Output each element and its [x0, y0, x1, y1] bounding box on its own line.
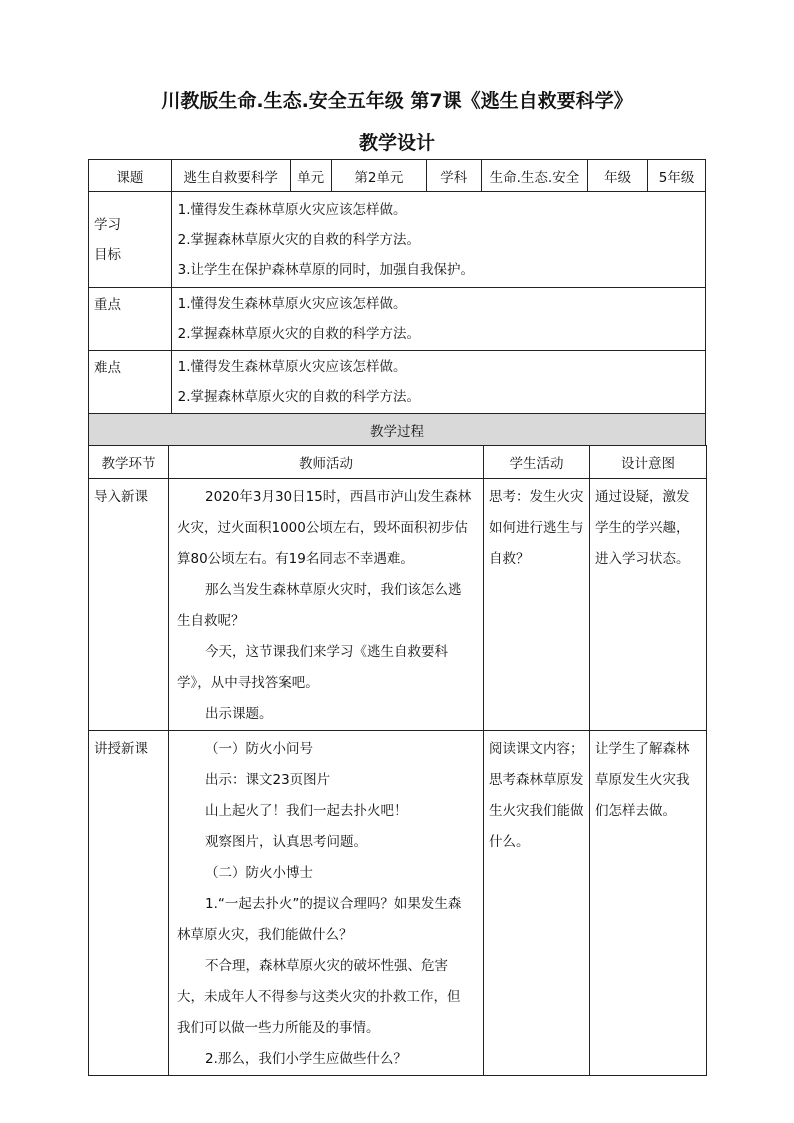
topic-value: 逃生自救要科学 — [171, 160, 290, 192]
lecture-paragraph: 1.“一起去扑火”的提议合理吗？如果发生森林草原火灾，我们能做什么？ — [177, 896, 462, 943]
key-points-content — [171, 288, 705, 351]
lecture-stage: 讲授新课 — [89, 731, 169, 1076]
intro-paragraph: 2020年3月30日15时，西昌市泸山发生森林火灾，过火面积1000公顷左右，毁坏面积初步估算80公顷左右。有19名同志不幸遇难。 — [177, 489, 472, 567]
key-point-item: 2.掌握森林草原火灾的自救的科学方法。 — [177, 326, 421, 342]
goal-item: 2.掌握森林草原火灾的自救的科学方法。 — [177, 231, 421, 248]
grade-value: 5年级 — [648, 160, 706, 192]
lesson-plan-table — [88, 159, 706, 446]
difficulty-item: 2.掌握森林草原火灾的自救的科学方法。 — [177, 389, 421, 405]
teaching-process-table — [88, 445, 707, 1076]
lecture-paragraph: 2.那么，我们小学生应做些什么？ — [205, 1051, 407, 1067]
unit-value: 第2单元 — [331, 160, 426, 192]
process-header-row — [89, 414, 706, 446]
goals-label-line2: 目标 — [94, 246, 121, 263]
intro-student: 思考：发生火灾如何进行逃生与自救？ — [484, 479, 590, 731]
intro-stage: 导入新课 — [89, 479, 169, 731]
intro-intent: 通过设疑，激发学生的学兴趣，进入学习状态。 — [590, 479, 707, 731]
process-header: 教学过程 — [89, 414, 706, 446]
key-points-label — [89, 288, 172, 351]
intro-row — [89, 479, 707, 731]
difficulty-item: 1.懂得发生森林草原火灾应该怎样做。 — [177, 359, 407, 375]
process-columns-row — [89, 446, 707, 479]
column-stage: 教学环节 — [89, 446, 169, 479]
topic-label: 课题 — [89, 160, 172, 192]
key-point-item: 1.懂得发生森林草原火灾应该怎样做。 — [177, 296, 407, 312]
intro-paragraph: 那么当发生森林草原火灾时，我们该怎么逃生自救呢？ — [177, 582, 462, 629]
key-points-label-text: 重点 — [94, 297, 121, 313]
lecture-paragraph: （二）防火小博士 — [205, 865, 313, 881]
goals-row — [89, 192, 706, 288]
document-title: 川教版生命.生态.安全五年级 第7课《逃生自救要科学》 — [161, 90, 633, 112]
intro-paragraph: 出示课题。 — [205, 706, 273, 722]
key-points-row — [89, 288, 706, 351]
goal-item: 1.懂得发生森林草原火灾应该怎样做。 — [177, 201, 407, 218]
goal-item: 3.让学生在保护森林草原的同时，加强自我保护。 — [177, 261, 475, 278]
subject-value: 生命.生态.安全 — [481, 160, 587, 192]
difficulties-label-text: 难点 — [94, 360, 121, 376]
intro-paragraph: 今天，这节课我们来学习《逃生自救要科学》，从中寻找答案吧。 — [177, 644, 448, 691]
lecture-paragraph: 出示：课文23页图片 — [205, 772, 331, 788]
column-teacher: 教师活动 — [169, 446, 484, 479]
grade-label: 年级 — [588, 160, 648, 192]
goals-label — [89, 192, 172, 288]
difficulties-label — [89, 351, 172, 414]
goals-content — [171, 192, 705, 288]
info-row — [89, 160, 706, 192]
document-subtitle: 教学设计 — [358, 132, 435, 154]
intro-teacher — [169, 479, 484, 731]
lecture-paragraph: 山上起火了！我们一起去扑火吧！ — [205, 803, 408, 819]
column-intent: 设计意图 — [590, 446, 707, 479]
lecture-paragraph: （一）防火小问号 — [205, 741, 313, 757]
lecture-row — [89, 731, 707, 1076]
lecture-student: 阅读课文内容；思考森林草原发生火灾我们能做什么。 — [484, 731, 590, 1076]
difficulties-content — [171, 351, 705, 414]
goals-label-line1: 学习 — [94, 216, 121, 233]
lecture-teacher — [169, 731, 484, 1076]
difficulties-row — [89, 351, 706, 414]
lecture-paragraph: 不合理，森林草原火灾的破坏性强、危害大，未成年人不得参与这类火灾的扑救工作，但我们可以做一些力所能及的事情。 — [177, 958, 461, 1036]
subject-label: 学科 — [426, 160, 481, 192]
unit-label: 单元 — [290, 160, 331, 192]
lecture-paragraph: 观察图片，认真思考问题。 — [205, 834, 367, 850]
lecture-intent: 让学生了解森林草原发生火灾我们怎样去做。 — [590, 731, 707, 1076]
column-student: 学生活动 — [484, 446, 590, 479]
